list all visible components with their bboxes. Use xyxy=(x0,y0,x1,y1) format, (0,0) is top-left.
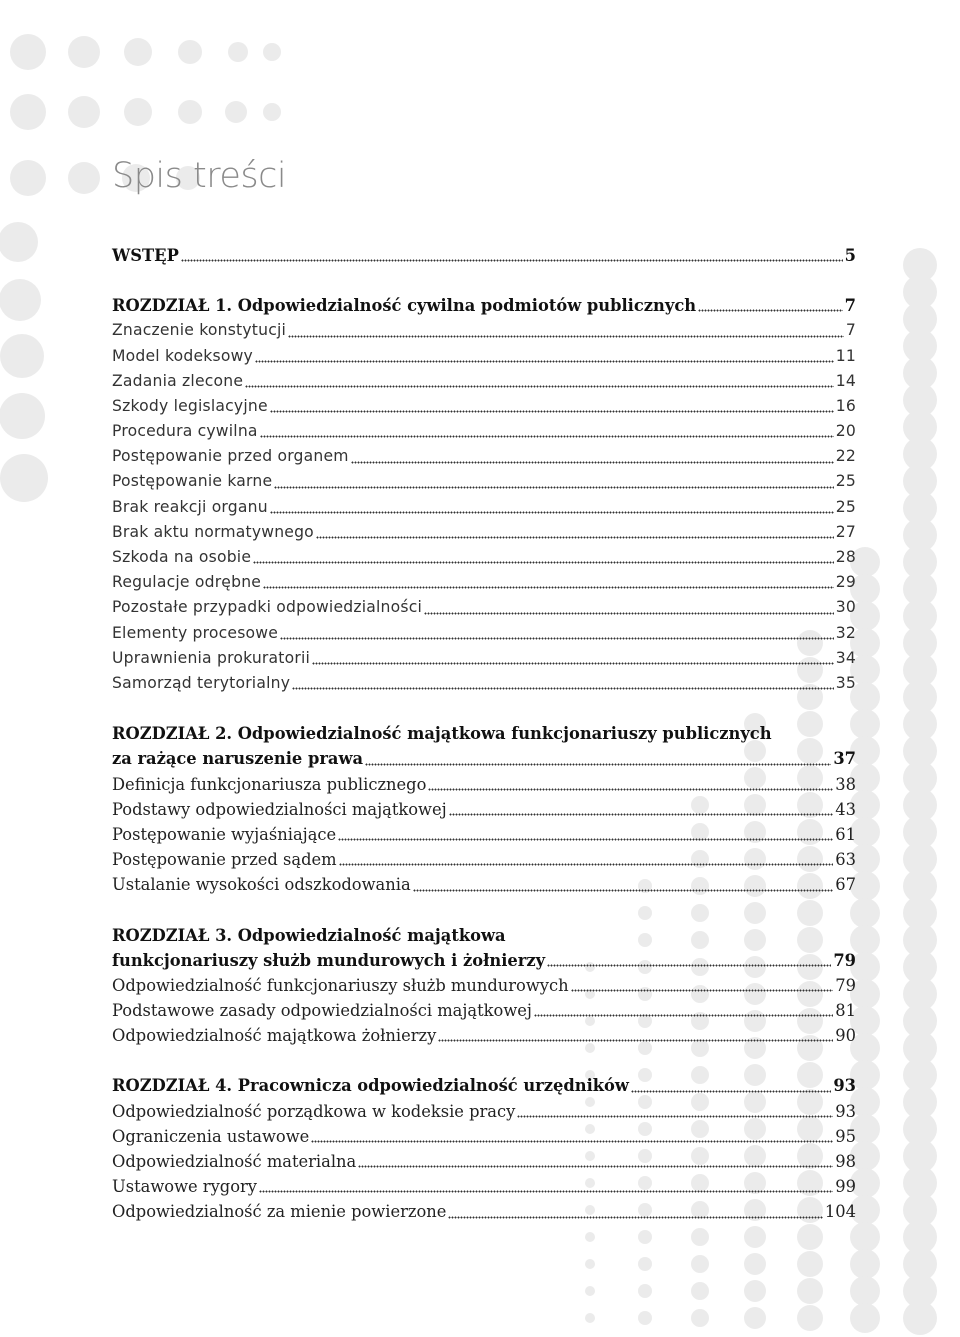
table-of-contents xyxy=(112,243,856,1250)
toc-entry[interactable] xyxy=(112,973,856,998)
toc-section xyxy=(112,243,856,268)
decorative-dot xyxy=(691,1255,709,1273)
dot-leader xyxy=(428,788,833,791)
toc-entry[interactable] xyxy=(112,797,856,822)
dot-leader xyxy=(339,863,834,866)
toc-entry-title: za rażące naruszenie prawa xyxy=(112,749,364,769)
toc-entry-page: 7 xyxy=(844,296,856,316)
toc-entry-title: Brak reakcji organu xyxy=(112,497,268,516)
toc-entry[interactable] xyxy=(112,545,856,570)
toc-entry-title: Odpowiedzialność porządkowa w kodeksie pracy xyxy=(112,1101,516,1121)
decorative-dot xyxy=(585,1313,595,1323)
decorative-dot xyxy=(263,43,281,61)
decorative-dot xyxy=(228,42,248,62)
dot-leader xyxy=(534,1014,833,1017)
toc-entry[interactable] xyxy=(112,998,856,1023)
toc-entry[interactable] xyxy=(112,872,856,897)
toc-entry[interactable] xyxy=(112,1174,856,1199)
dot-leader xyxy=(280,637,834,640)
toc-entry[interactable] xyxy=(112,621,856,646)
dot-leader xyxy=(631,1090,831,1093)
toc-entry[interactable] xyxy=(112,1199,856,1224)
dot-leader xyxy=(358,1165,833,1168)
toc-entry-title: ROZDZIAŁ 4. Pracownicza odpowiedzialność urzędników xyxy=(112,1076,629,1096)
toc-entry-page: 30 xyxy=(835,598,856,617)
dot-leader xyxy=(351,461,834,464)
toc-entry-title: Postępowanie przed sądem xyxy=(112,850,337,870)
toc-entry-title: Postępowanie wyjaśniające xyxy=(112,824,337,844)
dot-leader xyxy=(448,1216,823,1219)
decorative-dot xyxy=(0,279,41,321)
decorative-dot xyxy=(10,94,46,130)
toc-entry[interactable] xyxy=(112,822,856,847)
decorative-dot xyxy=(263,103,281,121)
decorative-dot xyxy=(225,101,247,123)
toc-entry-title: Model kodeksowy xyxy=(112,346,253,365)
toc-entry-page: 22 xyxy=(835,447,856,466)
decorative-dot xyxy=(850,1276,880,1306)
toc-entry[interactable] xyxy=(112,746,856,771)
decorative-dot xyxy=(10,160,46,196)
dot-leader xyxy=(253,561,834,564)
toc-entry[interactable] xyxy=(112,772,856,797)
decorative-dot xyxy=(638,1284,652,1298)
dot-leader xyxy=(270,410,834,413)
toc-entry-page: 37 xyxy=(833,749,856,769)
dot-leader xyxy=(365,763,831,766)
dot-leader xyxy=(424,612,834,615)
dot-leader xyxy=(312,662,834,665)
toc-entry-title: Szkody legislacyjne xyxy=(112,396,268,415)
toc-entry-title: Pozostałe przypadki odpowiedzialności xyxy=(112,598,423,617)
toc-entry[interactable] xyxy=(112,570,856,595)
toc-entry[interactable] xyxy=(112,318,856,343)
decorative-dot xyxy=(68,162,100,194)
toc-entry-title: Znaczenie konstytucji xyxy=(112,321,287,340)
dot-leader xyxy=(517,1115,833,1118)
dot-leader xyxy=(571,989,834,992)
decorative-dot xyxy=(178,100,202,124)
toc-entry-title: Postępowanie przed organem xyxy=(112,447,349,466)
toc-entry-page: 43 xyxy=(835,799,856,819)
decorative-dot xyxy=(691,1282,709,1300)
toc-entry-title: Podstawowe zasady odpowiedzialności majątkowej xyxy=(112,1001,532,1021)
toc-entry-page: 11 xyxy=(835,346,856,365)
dot-leader xyxy=(255,360,834,363)
toc-entry-title: Ograniczenia ustawowe xyxy=(112,1126,310,1146)
dot-leader xyxy=(260,435,834,438)
toc-entry-page: 93 xyxy=(835,1101,856,1121)
toc-entry-page: 93 xyxy=(833,1076,856,1096)
dot-leader xyxy=(259,1190,833,1193)
toc-entry-page: 14 xyxy=(835,371,856,390)
toc-section xyxy=(112,293,856,696)
toc-entry-title: Odpowiedzialność za mienie powierzone xyxy=(112,1202,447,1222)
chapter-heading: ROZDZIAŁ 3. Odpowiedzialność majątkowa xyxy=(112,925,506,945)
decorative-dot xyxy=(124,98,152,126)
toc-section xyxy=(112,923,856,1049)
toc-entry-page: 99 xyxy=(835,1177,856,1197)
dot-leader xyxy=(311,1140,833,1143)
toc-entry-title: Szkoda na osobie xyxy=(112,548,252,567)
dot-leader xyxy=(274,486,833,489)
toc-entry[interactable] xyxy=(112,394,856,419)
decorative-dot xyxy=(797,1305,823,1331)
toc-entry-title: Zadania zlecone xyxy=(112,371,244,390)
dot-leader xyxy=(698,309,843,312)
dot-leader xyxy=(547,964,831,967)
toc-entry-title: Odpowiedzialność materialna xyxy=(112,1151,357,1171)
dot-leader xyxy=(413,889,834,892)
decorative-dot xyxy=(0,454,48,502)
decorative-dot xyxy=(68,36,100,68)
decorative-dot xyxy=(124,38,152,66)
toc-entry-title: Elementy procesowe xyxy=(112,623,279,642)
toc-entry[interactable] xyxy=(112,293,856,318)
toc-entry-page: 98 xyxy=(835,1151,856,1171)
toc-entry-page: 95 xyxy=(835,1126,856,1146)
toc-entry-title: Podstawy odpowiedzialności majątkowej xyxy=(112,799,447,819)
decorative-dot xyxy=(744,1307,766,1329)
decorative-dot xyxy=(585,1259,595,1269)
toc-entry[interactable] xyxy=(112,369,856,394)
toc-entry-page: 20 xyxy=(835,422,856,441)
decorative-dot xyxy=(68,96,100,128)
decorative-dot xyxy=(0,222,38,262)
toc-entry-page: 16 xyxy=(835,396,856,415)
dot-leader xyxy=(263,586,834,589)
decorative-dot xyxy=(691,1309,709,1327)
toc-entry[interactable] xyxy=(112,444,856,469)
dot-leader xyxy=(449,813,834,816)
toc-entry-page: 90 xyxy=(835,1026,856,1046)
toc-entry[interactable] xyxy=(112,646,856,671)
decorative-dot xyxy=(744,1253,766,1275)
toc-entry-page: 79 xyxy=(833,950,856,970)
toc-entry-title: funkcjonariuszy służb mundurowych i żołnierzy xyxy=(112,950,546,970)
dot-leader xyxy=(270,511,834,514)
toc-entry-page: 79 xyxy=(835,975,856,995)
toc-entry-title: Uprawnienia prokuratorii xyxy=(112,648,311,667)
toc-entry[interactable] xyxy=(112,595,856,620)
chapter-heading: ROZDZIAŁ 2. Odpowiedzialność majątkowa funkcjonariuszy publicznych xyxy=(112,724,772,744)
decorative-dot xyxy=(0,393,45,439)
toc-entry-page: 25 xyxy=(835,497,856,516)
toc-entry-title: Samorząd terytorialny xyxy=(112,673,291,692)
decorative-dot xyxy=(797,1251,823,1277)
toc-entry[interactable] xyxy=(112,671,856,696)
dot-leader xyxy=(338,838,833,841)
toc-entry[interactable] xyxy=(112,1124,856,1149)
decorative-dot xyxy=(903,1301,937,1335)
toc-entry-page: 67 xyxy=(835,875,856,895)
decorative-dot xyxy=(0,334,44,378)
dot-leader xyxy=(288,335,844,338)
decorative-dot xyxy=(850,1303,880,1333)
toc-entry[interactable] xyxy=(112,948,856,973)
decorative-dot xyxy=(585,1286,595,1296)
toc-entry-page: 81 xyxy=(835,1001,856,1021)
decorative-dot xyxy=(797,1278,823,1304)
toc-entry-title: Odpowiedzialność funkcjonariuszy służb mundurowych xyxy=(112,975,569,995)
toc-entry[interactable] xyxy=(112,1149,856,1174)
toc-entry[interactable] xyxy=(112,419,856,444)
toc-entry[interactable] xyxy=(112,1073,856,1098)
toc-entry[interactable] xyxy=(112,495,856,520)
dot-leader xyxy=(245,385,834,388)
toc-entry-page: 25 xyxy=(835,472,856,491)
toc-entry[interactable] xyxy=(112,1023,856,1048)
decorative-dot xyxy=(638,1311,652,1325)
decorative-dot xyxy=(638,1257,652,1271)
toc-entry-page: 63 xyxy=(835,850,856,870)
toc-entry-title: WSTĘP xyxy=(112,245,179,265)
toc-entry[interactable] xyxy=(112,243,856,268)
toc-entry-title: Procedura cywilna xyxy=(112,422,258,441)
toc-entry-page: 35 xyxy=(835,673,856,692)
toc-entry[interactable] xyxy=(112,847,856,872)
toc-entry-page: 28 xyxy=(835,548,856,567)
toc-entry-title: ROZDZIAŁ 1. Odpowiedzialność cywilna podmiotów publicznych xyxy=(112,296,697,316)
toc-entry-page: 29 xyxy=(835,573,856,592)
toc-entry-page: 27 xyxy=(835,522,856,541)
toc-section xyxy=(112,721,856,897)
toc-entry-page: 61 xyxy=(835,824,856,844)
toc-entry-page: 104 xyxy=(824,1202,856,1222)
toc-entry[interactable] xyxy=(112,344,856,369)
toc-entry-title: Regulacje odrębne xyxy=(112,573,262,592)
toc-entry-page: 32 xyxy=(835,623,856,642)
dot-leader xyxy=(316,536,834,539)
dot-leader xyxy=(181,259,843,262)
decorative-dot xyxy=(178,40,202,64)
dot-leader xyxy=(438,1039,833,1042)
dot-leader xyxy=(292,687,834,690)
toc-entry-title: Odpowiedzialność majątkowa żołnierzy xyxy=(112,1026,437,1046)
toc-entry-page: 34 xyxy=(835,648,856,667)
toc-entry-title: Ustalanie wysokości odszkodowania xyxy=(112,875,411,895)
toc-entry[interactable] xyxy=(112,1099,856,1124)
toc-entry-page: 5 xyxy=(844,245,856,265)
toc-entry-page: 38 xyxy=(835,774,856,794)
toc-entry-page: 7 xyxy=(845,321,856,340)
page-title: Spis treści xyxy=(112,156,287,196)
toc-entry-title: Definicja funkcjonariusza publicznego xyxy=(112,774,427,794)
toc-section xyxy=(112,1073,856,1224)
toc-entry-title: Postępowanie karne xyxy=(112,472,273,491)
decorative-dot xyxy=(744,1280,766,1302)
decorative-dot xyxy=(850,1249,880,1279)
toc-entry-title: Brak aktu normatywnego xyxy=(112,522,314,541)
decorative-dot xyxy=(10,34,46,70)
toc-entry[interactable] xyxy=(112,520,856,545)
toc-entry[interactable] xyxy=(112,470,856,495)
toc-entry-title: Ustawowe rygory xyxy=(112,1177,257,1197)
